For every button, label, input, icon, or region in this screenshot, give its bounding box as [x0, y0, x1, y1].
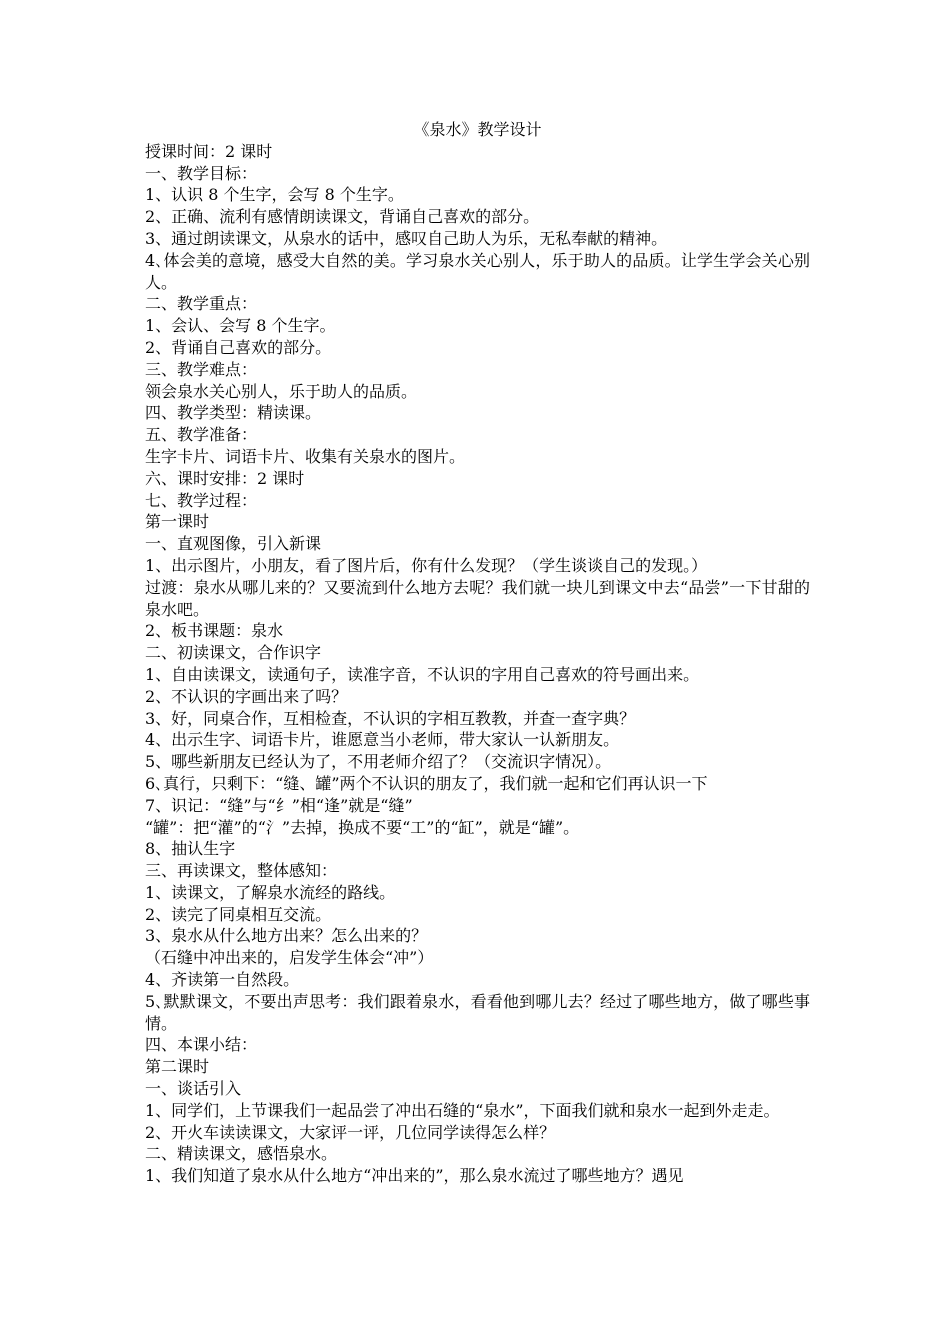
- text-line: 1、同学们，上节课我们一起品尝了冲出石缝的“泉水”，下面我们就和泉水一起到外走走。: [145, 1100, 780, 1120]
- text-line: 2、读完了同桌相互交流。: [145, 904, 332, 924]
- text-line: 二、初读课文，合作识字: [145, 643, 322, 663]
- text-line: 2、背诵自己喜欢的部分。: [145, 337, 332, 357]
- text-line: 1、出示图片，小朋友，看了图片后，你有什么发现？（学生谈谈自己的发现。）: [145, 555, 708, 575]
- text-line: 1、认识 8 个生字，会写 8 个生字。: [145, 185, 404, 205]
- text-line: 5､默默课文，不要出声思考：我们跟着泉水，看看他到哪儿去？经过了哪些地方，做了哪些事情。: [145, 991, 810, 1033]
- text-line: （石缝中冲出来的，启发学生体会“冲”）: [145, 948, 434, 968]
- document-title: 《泉水》教学设计: [413, 120, 542, 139]
- text-line: 一、教学目标：: [145, 163, 258, 183]
- text-line: 二、精读课文，感悟泉水。: [145, 1144, 338, 1164]
- text-line: 8、抽认生字: [145, 839, 236, 859]
- text-line: 1、会认、会写 8 个生字。: [145, 316, 336, 336]
- text-line: 6､真行，只剩下：“缝、罐”两个不认识的朋友了，我们就一起和它们再认识一下: [145, 773, 708, 793]
- text-line: “罐”：把“灌”的“氵”去掉，换成不要“工”的“缸”，就是“罐”。: [145, 817, 580, 837]
- text-line: 五、教学准备：: [145, 425, 258, 445]
- text-line: 四、本课小结：: [145, 1035, 258, 1055]
- text-line: 七、教学过程：: [145, 490, 258, 510]
- text-line: 过渡：泉水从哪儿来的？又要流到什么地方去呢？我们就一块儿到课文中去“品尝”一下甘甜的泉水吧。: [145, 577, 810, 619]
- text-line: 一、直观图像，引入新课: [145, 534, 322, 554]
- text-line: 2、开火车读读课文，大家评一评，几位同学读得怎么样？: [145, 1122, 556, 1142]
- text-line: 2、不认识的字画出来了吗？: [145, 686, 348, 706]
- text-line: 一、谈话引入: [145, 1079, 242, 1099]
- text-line: 授课时间：2 课时: [145, 141, 273, 161]
- text-line: 5、哪些新朋友已经认为了，不用老师介绍了？（交流识字情况）。: [145, 752, 612, 772]
- text-line: 4、齐读第一自然段。: [145, 970, 300, 990]
- text-line: 1、我们知道了泉水从什么地方“冲出来的”，那么泉水流过了哪些地方？遇见: [145, 1166, 684, 1186]
- text-line: 2、正确、流利有感情朗读课文，背诵自己喜欢的部分。: [145, 207, 540, 227]
- text-line: 二、教学重点：: [145, 294, 258, 314]
- text-line: 3、泉水从什么地方出来？怎么出来的？: [145, 926, 428, 946]
- text-line: 1、读课文，了解泉水流经的路线。: [145, 882, 396, 902]
- text-line: 4､体会美的意境，感受大自然的美。学习泉水关心别人，乐于助人的品质。让学生学会关心别人。: [145, 250, 810, 292]
- text-line: 四、教学类型：精读课。: [145, 403, 322, 423]
- text-line: 领会泉水关心别人，乐于助人的品质。: [145, 381, 418, 401]
- text-line: 3、好，同桌合作，互相检查，不认识的字相互教教，并查一查字典？: [145, 708, 636, 728]
- text-line: 7、识记：“缝”与“纟”相“逢”就是“缝”: [145, 795, 413, 815]
- text-line: 三、再读课文，整体感知：: [145, 861, 338, 881]
- text-line: 六、课时安排：2 课时: [145, 468, 305, 488]
- text-line: 三、教学难点：: [145, 359, 258, 379]
- text-line: 第二课时: [145, 1057, 210, 1077]
- text-line: 4、出示生字、词语卡片，谁愿意当小老师，带大家认一认新朋友。: [145, 730, 620, 750]
- text-line: 生字卡片、词语卡片、收集有关泉水的图片。: [145, 446, 466, 466]
- text-line: 第一课时: [145, 512, 210, 532]
- document-body: [145, 119, 810, 1187]
- text-line: 2、板书课题：泉水: [145, 621, 284, 641]
- document-lines: [145, 141, 810, 1187]
- text-line: 3、通过朗读课文，从泉水的话中，感叹自己助人为乐，无私奉献的精神。: [145, 228, 668, 248]
- text-line: 1、自由读课文，读通句子，读准字音，不认识的字用自己喜欢的符号画出来。: [145, 664, 700, 684]
